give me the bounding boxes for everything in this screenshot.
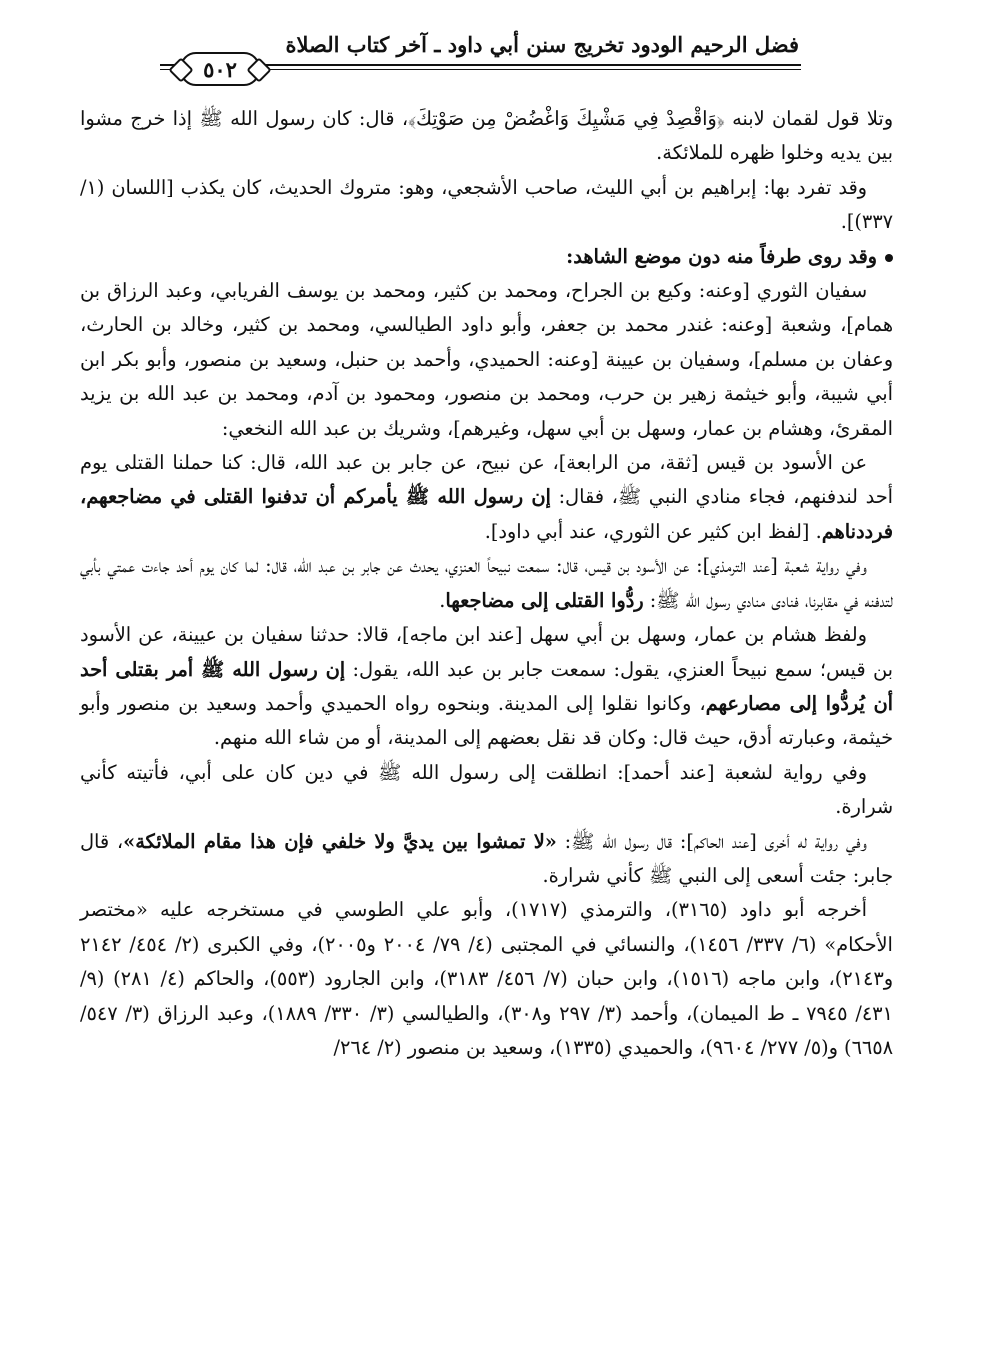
page-body <box>80 102 893 1065</box>
bold-text-segment: ردُّوا القتلى إلى مضاجعها <box>445 588 644 612</box>
text-segment: أخرجه أبو داود (٣١٦٥)، والترمذي (١٧١٧)، وأبو علي الطوسي في مستخرجه عليه «مختصر الأحكام» (٦/ ٣٣٧/ ١٤٥٦)، والنسائي في المجتبى (٤/ ٧٩/ ٢٠٠٤ و٢٠٠٥)، وفي الكبرى (٢/ ٤٥٤/ ٢١٤٢ و٢١٤٣)، وابن ماجه (١٥١٦)، وابن حبان (٧/ ٤٥٦/ ٣١٨٣)، وابن الجارود (٥٥٣)، والحاكم (٤/ ٢٨١) (٩/ ٤٣١/ ٧٩٤٥ ـ ط الميمان)، وأحمد (٣/ ٢٩٧ و٣٠٨)، والطيالسي (٣/ ٣٣٠/ ١٨٨٩)، وعبد الرزاق (٣/ ٥٤٧/ ٦٦٥٨) و(٥/ ٢٧٧/ ٩٦٠٤)، والحميدي (١٣٣٥)، وسعيد بن منصور (٢/ ٢٦٤/ <box>80 898 893 1059</box>
text-segment: وقد روى طرفاً منه دون موضع الشاهد: <box>566 244 877 268</box>
text-segment: ، قال جابر: جئت أسعى إلى النبي ﷺ كأني شرارة. <box>80 829 893 887</box>
page-header <box>80 0 893 102</box>
bullet-icon <box>885 254 893 262</box>
text-segment: وفي رواية شعبة [عند الترمذي]: عن الأسود بن قيس، قال: سمعت نبيحاً العنزي، يحدث عن جابر بن عبد الله، قال: لما كان يوم أحد جاءت عمتي بأبي لتدفنه في مقابرنا، فنادى منادي رسول الله ﷺ: <box>80 554 893 612</box>
header-rule-thin <box>265 69 801 70</box>
body-paragraph <box>80 618 893 756</box>
text-segment: ، وكانوا نقلوا إلى المدينة. وبنحوه رواه الحميدي وأحمد وسعيد بن منصور وأبو خيثمة، وعبارته أدق، حيث قال: وكان قد نقل بعضهم إلى المدينة، أو من شاء الله منهم. <box>80 691 893 750</box>
bold-text-segment: إن رسول الله ﷺ أمر بقتلى أحد أن يُردُّوا إلى مصارعهم <box>80 657 893 715</box>
body-paragraph <box>80 549 893 618</box>
body-paragraph <box>80 756 893 825</box>
bold-text-segment: «لا تمشوا بين يديَّ ولا خلفي فإن هذا مقام الملائكة» <box>123 829 557 853</box>
text-segment: ولفظ هشام بن عمار، وسهل بن أبي سهل [عند ابن ماجه]، قالا: حدثنا سفيان بن عيينة، عن الأسود بن قيس؛ سمع نبيحاً العنزي، يقول: سمعت جابر بن عبد الله، يقول: <box>80 623 893 681</box>
running-title: فضل الرحيم الودود تخريج سنن أبي داود ـ آخر كتاب الصلاة <box>285 32 799 57</box>
page-number-ornament <box>180 52 260 86</box>
text-segment: عن الأسود بن قيس [ثقة، من الرابعة]، عن نبيح، عن جابر بن عبد الله، قال: كنا حملنا القتلى يوم أحد لندفنهم، فجاء منادي النبي ﷺ، فقال: <box>80 451 893 509</box>
body-paragraph <box>80 171 893 240</box>
text-segment: وتلا قول لقمان لابنه ﴿وَاقْصِدْ فِي مَشْيِكَ وَاغْضُضْ مِن صَوْتِكَ﴾، قال: كان رسول الله ﷺ إذا خرج مشوا بين يديه وخلوا ظهره للملائكة. <box>80 107 894 165</box>
text-segment: سفيان الثوري [وعنه: وكيع بن الجراح، ومحمد بن كثير، ومحمد بن يوسف الفريابي، وعبد الرزاق بن همام]، وشعبة [وعنه: غندر محمد بن جعفر، وأبو داود الطيالسي، ومحمد بن كثير، وخالد بن الحارث، وعفان بن مسلم]، وسفيان بن عيينة [وعنه: الحميدي، وأحمد بن حنبل، وسعيد بن منصور، وأبو بكر ابن أبي شيبة، وأبو خيثمة زهير بن حرب، ومحمد بن منصور، ومحمود بن آدم، ومحمد بن عبد الله بن يزيد المقرئ، وهشام بن عمار، وسهل بن أبي سهل، وغيرهم]، وشريك بن عبد الله النخعي: <box>80 279 893 440</box>
text-segment: . <box>439 588 446 612</box>
page-number: ٥٠٢ <box>203 56 237 82</box>
text-segment: وفي رواية له أخرى [عند الحاكم]: قال رسول الله ﷺ: <box>556 829 868 853</box>
bullet-paragraph <box>80 240 893 274</box>
text-segment: . [لفظ ابن كثير عن الثوري، عند أبي داود]. <box>484 519 822 543</box>
body-paragraph <box>80 825 893 894</box>
body-paragraph <box>80 274 893 446</box>
body-paragraph <box>80 893 893 1065</box>
text-segment: وقد تفرد بها: إبراهيم بن أبي الليث، صاحب الأشجعي، وهو: متروك الحديث، كان يكذب [اللسان (١/ ٣٣٧)]. <box>80 175 893 234</box>
bold-text-segment: إن رسول الله ﷺ يأمركم أن تدفنوا القتلى في مضاجعهم، فرددناهم <box>80 485 893 543</box>
text-segment: وفي رواية لشعبة [عند أحمد]: انطلقت إلى رسول الله ﷺ في دين كان على أبي، فأتيته كأني شرارة. <box>80 760 893 819</box>
body-paragraph <box>80 446 893 549</box>
header-rule <box>265 64 801 66</box>
body-paragraph <box>80 102 893 171</box>
